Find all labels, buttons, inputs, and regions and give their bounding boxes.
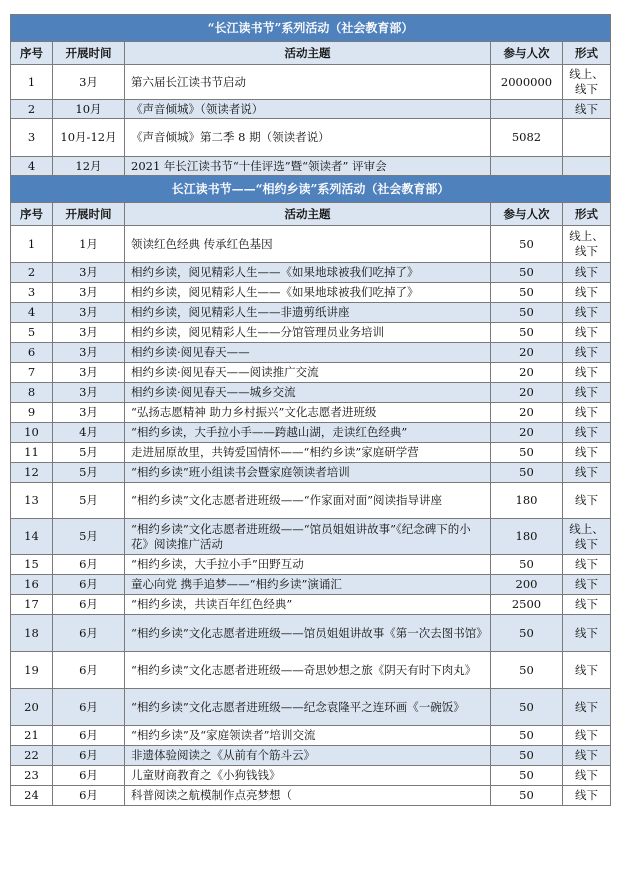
row-count: 2500: [491, 595, 563, 615]
row-topic: 相约乡读，阅见精彩人生——《如果地球被我们吃掉了》: [125, 283, 491, 303]
row-count: 20: [491, 343, 563, 363]
row-time: 6月: [53, 615, 125, 652]
table-row: [11, 519, 611, 555]
row-number: 19: [11, 652, 53, 689]
section2-header-row: [11, 203, 611, 226]
row-topic: 相约乡读·阅见春天——阅读推广交流: [125, 363, 491, 383]
row-count: 20: [491, 383, 563, 403]
section1-title-row: [11, 15, 611, 42]
row-time: 5月: [53, 483, 125, 519]
row-time: 5月: [53, 519, 125, 555]
row-time: 3月: [53, 65, 125, 100]
row-topic: 领读红色经典 传承红色基因: [125, 226, 491, 263]
table-row: [11, 283, 611, 303]
row-form: 线下: [563, 786, 611, 806]
row-number: 20: [11, 689, 53, 726]
row-time: 6月: [53, 726, 125, 746]
row-topic: “相约乡读”及“家庭领读者”培训交流: [125, 726, 491, 746]
row-form: 线上、线下: [563, 226, 611, 263]
table-row: [11, 615, 611, 652]
row-count: 180: [491, 483, 563, 519]
table-row: [11, 363, 611, 383]
row-number: 24: [11, 786, 53, 806]
table-row: [11, 652, 611, 689]
row-topic: “相约乡读”文化志愿者进班级——“馆员姐姐讲故事”《纪念碑下的小花》阅读推广活动: [125, 519, 491, 555]
row-time: 3月: [53, 303, 125, 323]
row-time: 4月: [53, 423, 125, 443]
row-number: 1: [11, 226, 53, 263]
row-topic: 《声音倾城》（领读者说）: [125, 100, 491, 119]
row-count: 50: [491, 555, 563, 575]
row-count: [491, 100, 563, 119]
row-topic: 科普阅读之航模制作点亮梦想（: [125, 786, 491, 806]
header-count: 参与人次: [491, 203, 563, 226]
row-form: 线上、线下: [563, 65, 611, 100]
row-count: 200: [491, 575, 563, 595]
row-form: 线下: [563, 343, 611, 363]
row-time: 6月: [53, 786, 125, 806]
row-time: 3月: [53, 363, 125, 383]
row-topic: 相约乡读，阅见精彩人生——分馆管理员业务培训: [125, 323, 491, 343]
row-count: 50: [491, 323, 563, 343]
row-time: 10月: [53, 100, 125, 119]
row-count: 5082: [491, 119, 563, 157]
table-row: [11, 119, 611, 157]
row-form: [563, 157, 611, 176]
table-row: [11, 595, 611, 615]
row-form: 线下: [563, 689, 611, 726]
row-number: 10: [11, 423, 53, 443]
header-no: 序号: [11, 42, 53, 65]
row-time: 6月: [53, 575, 125, 595]
table-row: [11, 343, 611, 363]
table-row: [11, 786, 611, 806]
row-topic: “相约乡读”班小组读书会暨家庭领读者培训: [125, 463, 491, 483]
header-time: 开展时间: [53, 42, 125, 65]
row-time: 3月: [53, 383, 125, 403]
row-count: 20: [491, 363, 563, 383]
row-topic: 2021 年长江读书节“十佳评选”暨“领读者” 评审会: [125, 157, 491, 176]
row-count: 50: [491, 303, 563, 323]
row-number: 1: [11, 65, 53, 100]
table-row: [11, 303, 611, 323]
row-topic: “相约乡读”文化志愿者进班级——奇思妙想之旅《阴天有时下肉丸》: [125, 652, 491, 689]
header-form: 形式: [563, 203, 611, 226]
row-time: 6月: [53, 746, 125, 766]
row-form: 线下: [563, 595, 611, 615]
row-form: 线下: [563, 283, 611, 303]
row-time: 6月: [53, 689, 125, 726]
table-row: [11, 766, 611, 786]
row-count: 50: [491, 726, 563, 746]
table-row: [11, 575, 611, 595]
row-count: 50: [491, 443, 563, 463]
row-form: 线下: [563, 766, 611, 786]
table-row: [11, 263, 611, 283]
section-title: “长江读书节”系列活动（社会教育部）: [11, 15, 611, 42]
row-time: 10月-12月: [53, 119, 125, 157]
row-time: 5月: [53, 443, 125, 463]
row-number: 18: [11, 615, 53, 652]
row-topic: 相约乡读，阅见精彩人生——《如果地球被我们吃掉了》: [125, 263, 491, 283]
row-number: 15: [11, 555, 53, 575]
table-row: [11, 157, 611, 176]
row-form: [563, 119, 611, 157]
row-count: 50: [491, 652, 563, 689]
row-topic: 童心向党 携手追梦——“相约乡读”演诵汇: [125, 575, 491, 595]
table-row: [11, 100, 611, 119]
row-count: 50: [491, 746, 563, 766]
table-row: [11, 383, 611, 403]
row-count: [491, 157, 563, 176]
row-number: 3: [11, 119, 53, 157]
header-topic: 活动主题: [125, 42, 491, 65]
row-time: 6月: [53, 555, 125, 575]
row-topic: 《声音倾城》第二季 8 期（领读者说）: [125, 119, 491, 157]
row-form: 线下: [563, 363, 611, 383]
row-number: 11: [11, 443, 53, 463]
row-form: 线下: [563, 483, 611, 519]
row-topic: 相约乡读，阅见精彩人生——非遗剪纸讲座: [125, 303, 491, 323]
row-number: 23: [11, 766, 53, 786]
row-number: 2: [11, 100, 53, 119]
header-topic: 活动主题: [125, 203, 491, 226]
header-form: 形式: [563, 42, 611, 65]
row-time: 3月: [53, 403, 125, 423]
row-count: 50: [491, 766, 563, 786]
table-row: [11, 483, 611, 519]
row-count: 50: [491, 263, 563, 283]
row-form: 线下: [563, 652, 611, 689]
row-count: 20: [491, 423, 563, 443]
row-number: 2: [11, 263, 53, 283]
row-time: 1月: [53, 226, 125, 263]
row-count: 50: [491, 689, 563, 726]
row-topic: “相约乡读，大手拉小手”田野互动: [125, 555, 491, 575]
row-number: 21: [11, 726, 53, 746]
row-form: 线下: [563, 303, 611, 323]
row-number: 6: [11, 343, 53, 363]
row-count: 50: [491, 786, 563, 806]
row-time: 3月: [53, 323, 125, 343]
row-number: 7: [11, 363, 53, 383]
table-row: [11, 555, 611, 575]
section2-title-row: [11, 176, 611, 203]
header-no: 序号: [11, 203, 53, 226]
row-topic: “相约乡读”文化志愿者进班级——纪念袁隆平之连环画《一碗饭》: [125, 689, 491, 726]
row-topic: 走进屈原故里，共铸爱国情怀——“相约乡读”家庭研学营: [125, 443, 491, 463]
table-row: [11, 226, 611, 263]
row-time: 3月: [53, 343, 125, 363]
row-count: 20: [491, 403, 563, 423]
row-form: 线下: [563, 423, 611, 443]
row-number: 14: [11, 519, 53, 555]
row-topic: 相约乡读·阅见春天——: [125, 343, 491, 363]
row-topic: 儿童财商教育之《小狗钱钱》: [125, 766, 491, 786]
row-form: 线上、线下: [563, 519, 611, 555]
row-topic: “相约乡读”文化志愿者进班级——“作家面对面”阅读指导讲座: [125, 483, 491, 519]
row-number: 3: [11, 283, 53, 303]
row-topic: 第六届长江读书节启动: [125, 65, 491, 100]
table-row: [11, 423, 611, 443]
activity-table: [10, 14, 611, 806]
row-count: 50: [491, 463, 563, 483]
row-form: 线下: [563, 615, 611, 652]
table-row: [11, 323, 611, 343]
row-number: 22: [11, 746, 53, 766]
row-form: 线下: [563, 726, 611, 746]
row-form: 线下: [563, 383, 611, 403]
header-count: 参与人次: [491, 42, 563, 65]
row-topic: “相约乡读，共读百年红色经典”: [125, 595, 491, 615]
table-row: [11, 746, 611, 766]
row-form: 线下: [563, 403, 611, 423]
row-count: 50: [491, 283, 563, 303]
row-form: 线下: [563, 575, 611, 595]
row-count: 180: [491, 519, 563, 555]
row-count: 50: [491, 615, 563, 652]
row-form: 线下: [563, 463, 611, 483]
row-form: 线下: [563, 100, 611, 119]
header-time: 开展时间: [53, 203, 125, 226]
row-form: 线下: [563, 555, 611, 575]
row-topic: “弘扬志愿精神 助力乡村振兴”文化志愿者进班级: [125, 403, 491, 423]
table-row: [11, 443, 611, 463]
row-time: 6月: [53, 766, 125, 786]
row-form: 线下: [563, 746, 611, 766]
row-time: 5月: [53, 463, 125, 483]
section1-header-row: [11, 42, 611, 65]
row-form: 线下: [563, 443, 611, 463]
row-count: 50: [491, 226, 563, 263]
row-time: 3月: [53, 263, 125, 283]
row-topic: “相约乡读，大手拉小手——跨越山湖，走读红色经典”: [125, 423, 491, 443]
row-number: 4: [11, 303, 53, 323]
row-topic: 相约乡读·阅见春天——城乡交流: [125, 383, 491, 403]
row-topic: 非遗体验阅读之《从前有个筋斗云》: [125, 746, 491, 766]
table-row: [11, 463, 611, 483]
row-number: 9: [11, 403, 53, 423]
table-row: [11, 65, 611, 100]
row-time: 12月: [53, 157, 125, 176]
row-number: 4: [11, 157, 53, 176]
row-time: 3月: [53, 283, 125, 303]
row-number: 5: [11, 323, 53, 343]
row-count: 2000000: [491, 65, 563, 100]
row-time: 6月: [53, 652, 125, 689]
section-title: 长江读书节——“相约乡读”系列活动（社会教育部）: [11, 176, 611, 203]
table-row: [11, 403, 611, 423]
row-number: 12: [11, 463, 53, 483]
row-form: 线下: [563, 323, 611, 343]
row-form: 线下: [563, 263, 611, 283]
row-number: 13: [11, 483, 53, 519]
row-time: 6月: [53, 595, 125, 615]
table-row: [11, 689, 611, 726]
row-number: 17: [11, 595, 53, 615]
row-topic: “相约乡读”文化志愿者进班级——馆员姐姐讲故事《第一次去图书馆》: [125, 615, 491, 652]
table-row: [11, 726, 611, 746]
row-number: 16: [11, 575, 53, 595]
row-number: 8: [11, 383, 53, 403]
document-page: [10, 14, 610, 806]
